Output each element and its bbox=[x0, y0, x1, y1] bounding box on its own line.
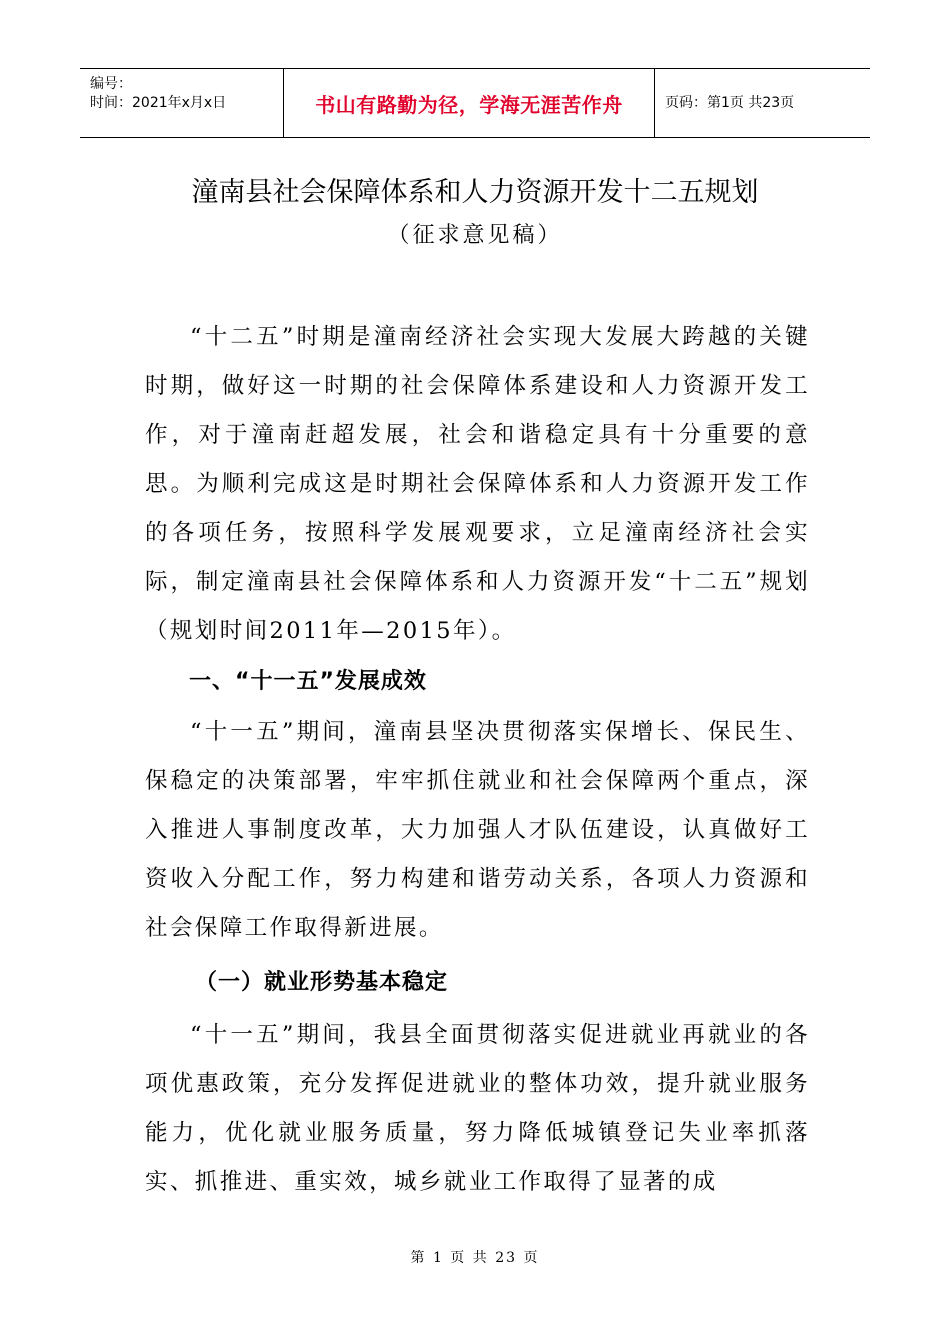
header-motto: 书山有路勤为径，学海无涯苦作舟 bbox=[315, 92, 623, 117]
document-date-label: 时间：2021年x月x日 bbox=[90, 95, 227, 111]
header-page-info: 页码：第1页 共23页 bbox=[665, 94, 795, 111]
header-page-cell bbox=[655, 69, 870, 137]
section-heading: 一、“十一五”发展成效 bbox=[189, 669, 427, 694]
document-body bbox=[145, 313, 810, 1207]
document-number-label: 编号： bbox=[90, 76, 132, 92]
document-subtitle: （征求意见稿） bbox=[387, 223, 563, 248]
document-header-table bbox=[80, 68, 870, 138]
document-title: 潼南县社会保障体系和人力资源开发十二五规划 bbox=[191, 177, 759, 208]
subsection-heading: （一）就业形势基本稳定 bbox=[195, 970, 449, 995]
intro-paragraph: “十二五”时期是潼南经济社会实现大发展大跨越的关键时期，做好这一时期的社会保障体系建设和人力资源开发工作，对于潼南赶超发展，社会和谐稳定具有十分重要的意思。为顺利完成这是时期社会保障体系和人力资源开发工作的各项任务，按照科学发展观要求，立足潼南经济社会实际，制定潼南县社会保障体系和人力资源开发“十二五”规划（规划时间2011年—2015年）。 bbox=[145, 324, 810, 644]
section-paragraph: “十一五”期间，潼南县坚决贯彻落实保增长、保民生、保稳定的决策部署，牢牢抓住就业和社会保障两个重点，深入推进人事制度改革，大力加强人才队伍建设，认真做好工资收入分配工作，努力构建和谐劳动关系，各项人力资源和社会保障工作取得新进展。 bbox=[145, 719, 810, 941]
page-footer: 第 1 页 共 23 页 bbox=[410, 1250, 540, 1266]
header-motto-cell bbox=[284, 69, 655, 137]
subsection-paragraph: “十一五”期间，我县全面贯彻落实促进就业再就业的各项优惠政策，充分发挥促进就业的整体功效，提升就业服务能力，优化就业服务质量，努力降低城镇登记失业率抓落实、抓推进、重实效，城乡就业工作取得了显著的成 bbox=[145, 1022, 810, 1195]
header-meta-cell bbox=[80, 69, 284, 137]
